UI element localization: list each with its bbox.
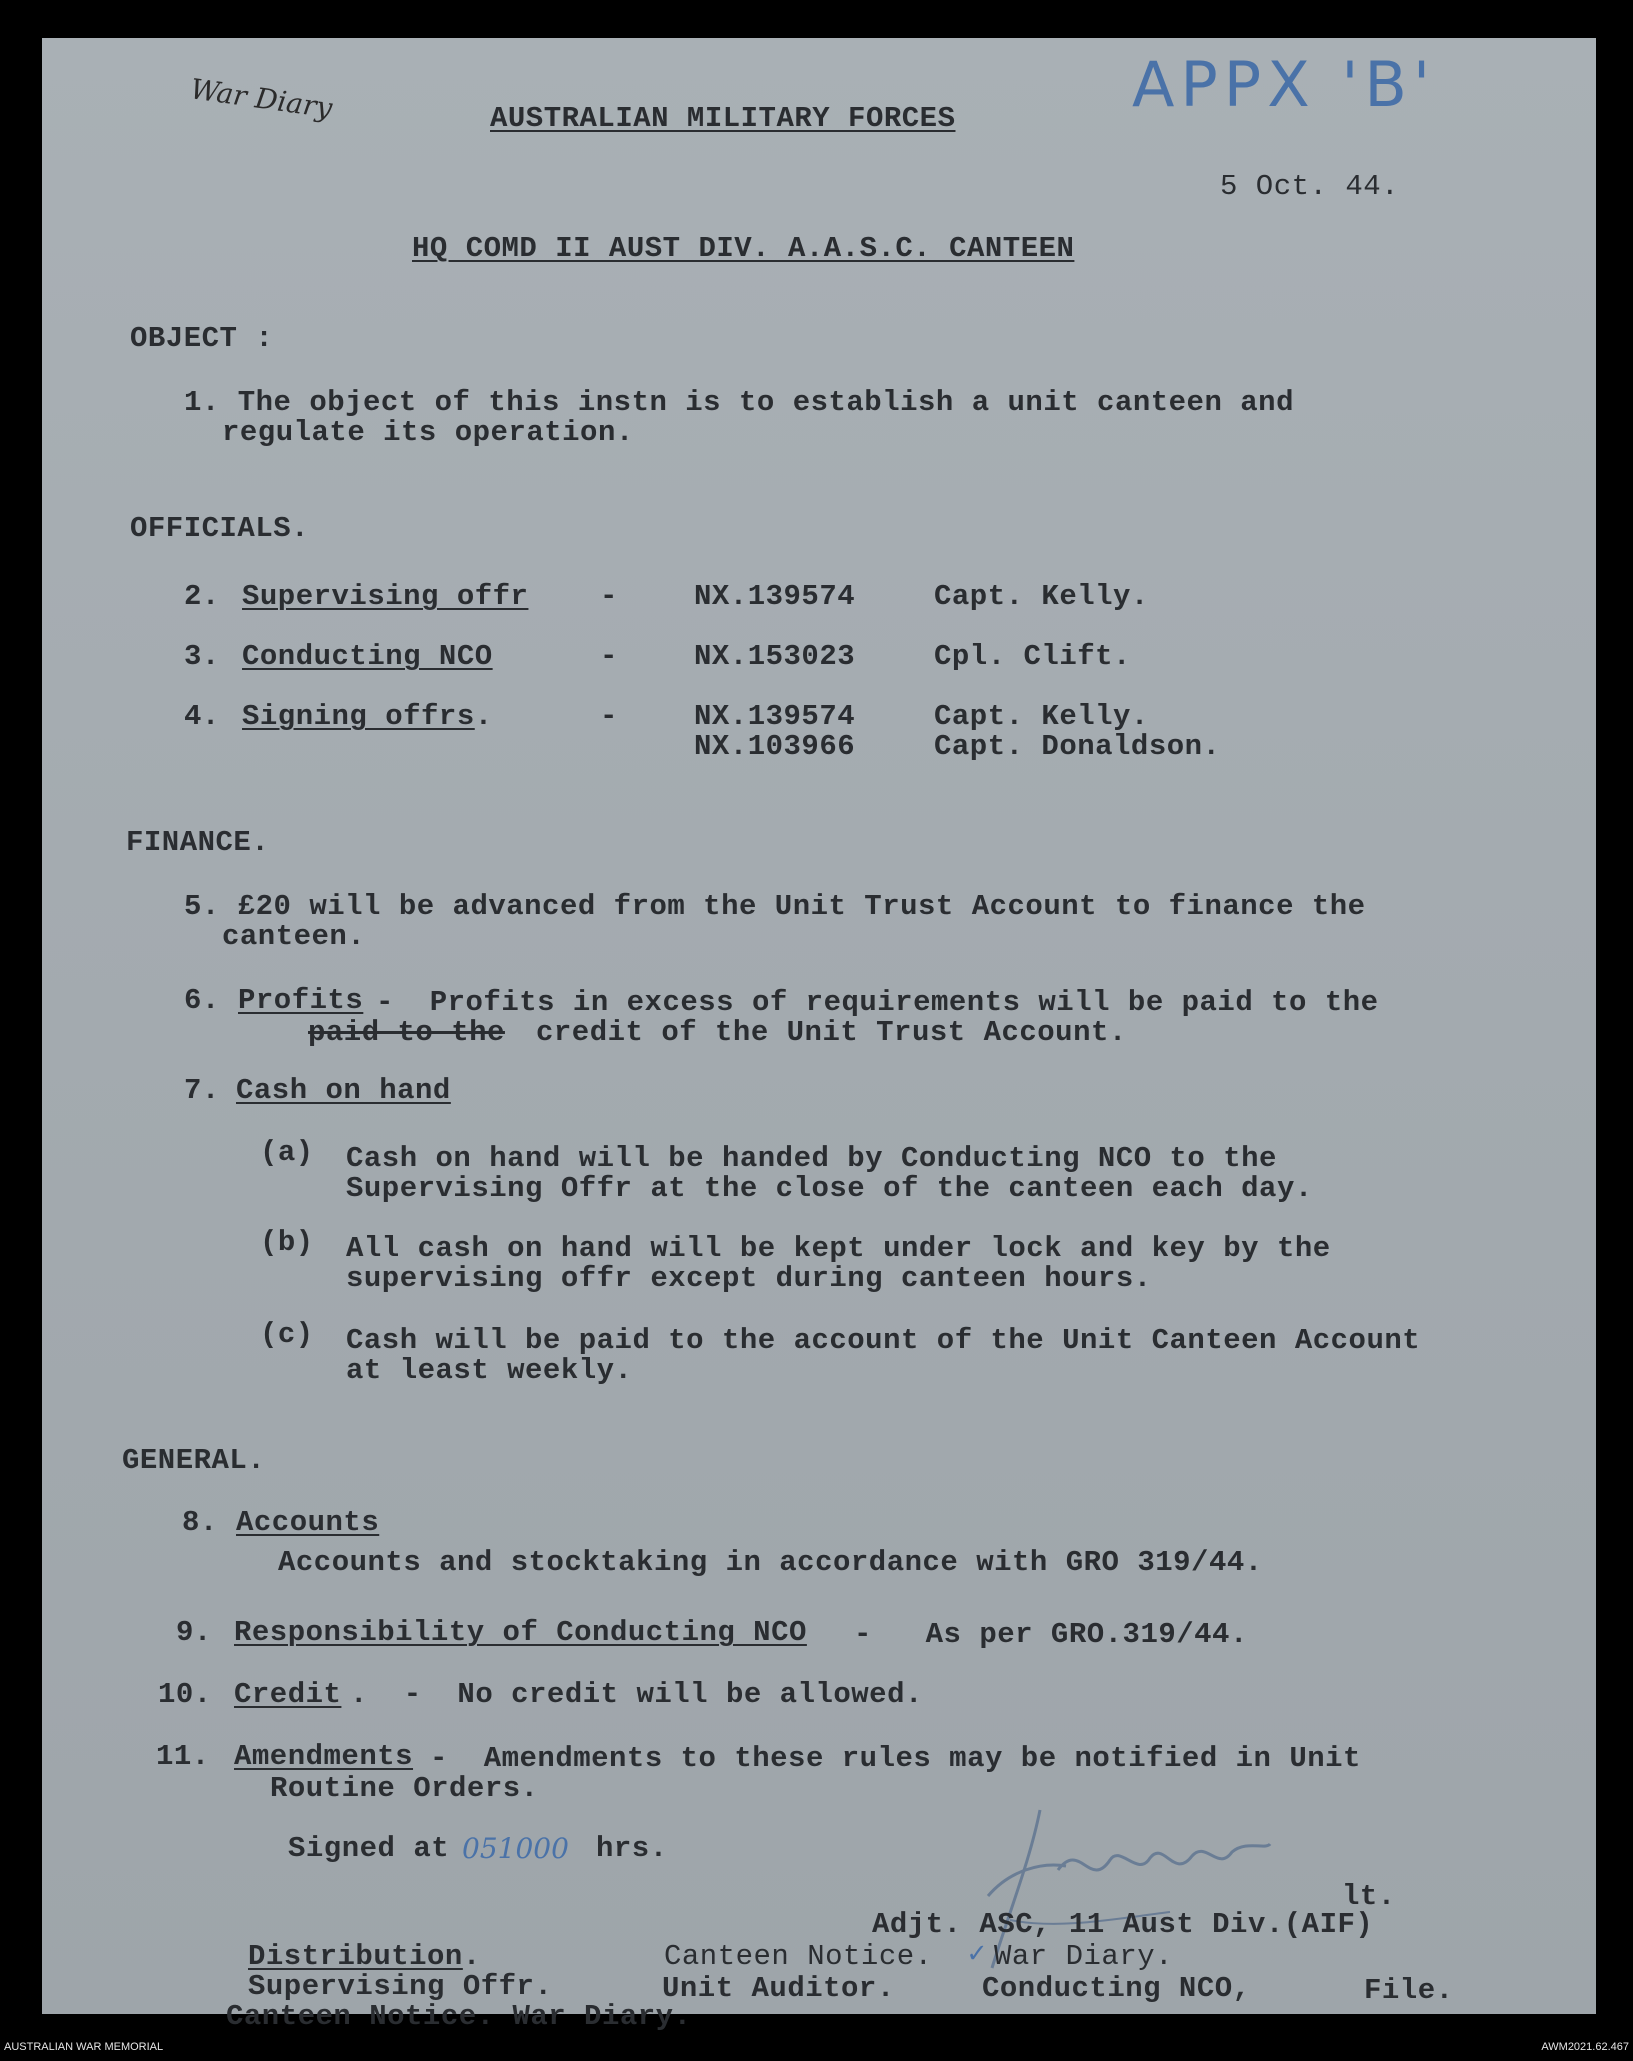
general-item-8-num: 8.: [182, 1506, 218, 1539]
general-item-9-text: - As per GRO.319/44.: [854, 1618, 1248, 1651]
footer-institution: AUSTRALIAN WAR MEMORIAL: [4, 2041, 164, 2053]
distribution-check-mark: ✓: [968, 1938, 986, 1971]
subitem-letter: (a): [260, 1136, 314, 1169]
general-item-10-label: Credit: [234, 1678, 342, 1711]
official-name: Cpl. Clift.: [934, 640, 1131, 673]
handwritten-signed-time: 051000: [462, 1832, 569, 1865]
distribution-auditor: Unit Auditor.: [662, 1972, 895, 2005]
distribution-canteen-notice: Canteen Notice.: [664, 1940, 933, 1973]
subitem-line-1: Cash on hand will be handed by Conducting NCO to the: [346, 1142, 1277, 1175]
official-name: Capt. Kelly.: [934, 580, 1149, 613]
distribution-heading-text: Distribution: [248, 1940, 463, 1973]
official-extra-number: NX.103966: [694, 730, 856, 763]
handwritten-appendix-label: APPX 'B': [1132, 48, 1436, 121]
subitem-letter: (c): [260, 1318, 314, 1351]
official-dash: -: [600, 580, 618, 613]
subitem-letter: (b): [260, 1226, 314, 1259]
subitem-line-2: Supervising Offr at the close of the canteen each day.: [346, 1172, 1313, 1205]
finance-item-6-label: Profits: [238, 984, 364, 1017]
general-item-10-text: . - No credit will be allowed.: [350, 1678, 923, 1711]
official-role: Supervising offr: [242, 580, 529, 613]
general-item-11-line-1: - Amendments to these rules may be notified in Unit: [430, 1742, 1361, 1775]
document-page: [42, 38, 1596, 2033]
general-item-9-label: Responsibility of Conducting NCO: [234, 1616, 807, 1649]
signatory-appointment: Adjt. ASC, 11 Aust Div.(AIF): [872, 1908, 1374, 1941]
finance-item-7-label: Cash on hand: [236, 1074, 451, 1107]
object-item-1-line-2: regulate its operation.: [222, 416, 634, 449]
signed-at-prefix: Signed at: [288, 1832, 450, 1865]
subitem-line-1: Cash will be paid to the account of the Unit Canteen Account: [346, 1324, 1421, 1357]
official-number: NX.139574: [694, 580, 856, 613]
official-name: Capt. Kelly.: [934, 700, 1149, 733]
distribution-file: File.: [1364, 1974, 1454, 2007]
general-item-9-num: 9.: [176, 1616, 212, 1649]
official-role-text: Signing offrs: [242, 700, 475, 733]
document-title: AUSTRALIAN MILITARY FORCES: [490, 102, 956, 135]
officials-heading: OFFICIALS.: [130, 512, 310, 545]
document-date: 5 Oct. 44.: [1220, 170, 1400, 203]
general-item-10-num: 10.: [158, 1678, 212, 1711]
official-num: 3.: [184, 640, 220, 673]
general-heading: GENERAL.: [122, 1444, 266, 1477]
footer-reference: AWM2021.62.467: [1541, 2041, 1629, 2053]
finance-item-5-line-1: 5. £20 will be advanced from the Unit Trust Account to finance the: [184, 890, 1366, 923]
official-num: 4.: [184, 700, 220, 733]
subitem-line-1: All cash on hand will be kept under lock and key by the: [346, 1232, 1331, 1265]
distribution-supervising: Supervising Offr.: [248, 1970, 553, 2003]
finance-item-6-line-2: credit of the Unit Trust Account.: [536, 1016, 1127, 1049]
official-number: NX.139574: [694, 700, 856, 733]
finance-item-5-line-2: canteen.: [222, 920, 366, 953]
finance-item-7-num: 7.: [184, 1074, 220, 1107]
official-extra-name: Capt. Donaldson.: [934, 730, 1221, 763]
official-num: 2.: [184, 580, 220, 613]
general-item-11-line-2: Routine Orders.: [270, 1772, 539, 1805]
distribution-cut-line: Canteen Notice. War Diary.: [226, 2000, 692, 2033]
finance-item-6-num: 6.: [184, 984, 220, 1017]
subitem-line-2: supervising offr except during canteen hours.: [346, 1262, 1152, 1295]
finance-item-6-struck-text: paid to the: [308, 1016, 505, 1049]
finance-heading: FINANCE.: [126, 826, 270, 859]
object-item-1-line-1: 1. The object of this instn is to establish a unit canteen and: [184, 386, 1294, 419]
subitem-line-2: at least weekly.: [346, 1354, 633, 1387]
distribution-conducting: Conducting NCO,: [982, 1972, 1251, 2005]
official-dash: -: [600, 640, 618, 673]
document-subtitle: HQ COMD II AUST DIV. A.A.S.C. CANTEEN: [412, 232, 1075, 265]
official-number: NX.153023: [694, 640, 856, 673]
signed-at-suffix: hrs.: [596, 1832, 668, 1865]
signatory-rank: lt.: [1342, 1880, 1396, 1913]
handwritten-war-diary-note: War Diary: [188, 72, 335, 125]
general-item-8-text: Accounts and stocktaking in accordance with GRO 319/44.: [278, 1546, 1263, 1579]
official-dash: -: [600, 700, 618, 733]
general-item-11-num: 11.: [156, 1740, 210, 1773]
object-heading: OBJECT :: [130, 322, 274, 355]
distribution-war-diary: War Diary.: [994, 1940, 1174, 1973]
official-role: Conducting NCO: [242, 640, 493, 673]
finance-item-6-line-1: - Profits in excess of requirements will be paid to the: [376, 986, 1379, 1019]
general-item-8-label: Accounts: [236, 1506, 380, 1539]
general-item-11-label: Amendments: [234, 1740, 414, 1773]
official-role: Signing offrs.: [242, 700, 493, 733]
distribution-heading: Distribution.: [248, 1940, 481, 1973]
